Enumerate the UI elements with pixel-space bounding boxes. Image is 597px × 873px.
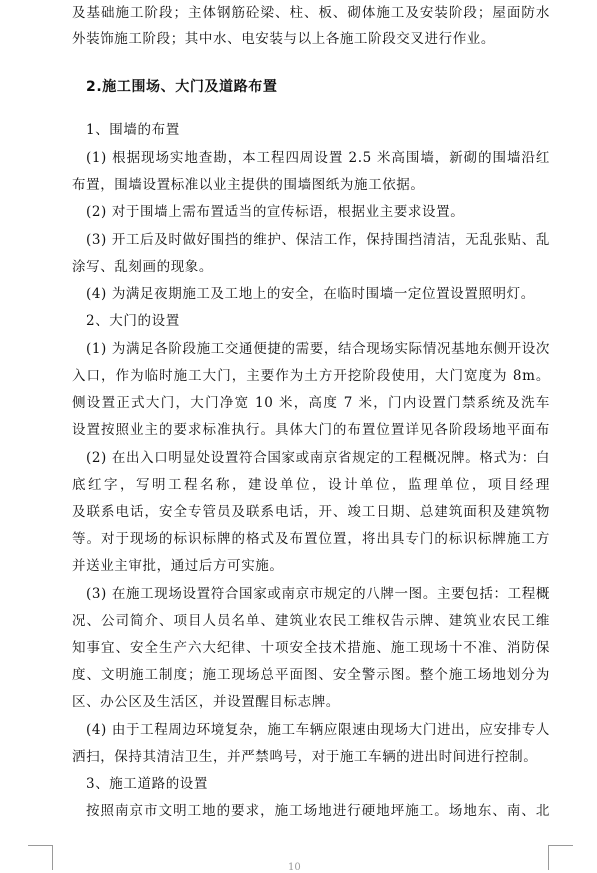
text-line: 并送业主审批，通过后方可实施。 xyxy=(72,558,284,574)
text-line: (2) 在出入口明显处设置符合国家或南京省规定的工程概况牌。格式为：白 xyxy=(86,450,550,466)
text-line: 洒扫，保持其清洁卫生，并严禁鸣号，对于施工车辆的进出时间进行控制。 xyxy=(72,749,538,765)
text-line: 按照南京市文明工地的要求，施工场地进行硬地坪施工。场地东、南、北 xyxy=(86,803,550,819)
text-line: 底红字，写明工程名称，建设单位，设计单位，监理单位，项目经理 xyxy=(72,477,550,493)
page-number: 10 xyxy=(288,862,301,873)
text-line: 侧设置正式大门，大门净宽 10 米，高度 7 米，门内设置门禁系统及洗车 xyxy=(72,395,550,411)
text-line: 布置，围墙设置标准以业主提供的围墙图纸为施工依据。 xyxy=(72,177,425,193)
text-line: 涂写、乱刻画的现象。 xyxy=(72,259,213,275)
text-line: (1) 根据现场实地查勘，本工程四周设置 2.5 米高围墙，新砌的围墙沿红 xyxy=(86,150,550,166)
text-line: 及基础施工阶段；主体钢筋砼梁、柱、板、砌体施工及安装阶段；屋面防水 xyxy=(72,5,550,21)
text-line: (1) 为满足各阶段施工交通便捷的需要，结合现场实际情况基地东侧开设次 xyxy=(86,341,550,357)
subsection-heading: 2、大门的设置 xyxy=(86,313,180,329)
text-line: 知事宜、安全生产六大纪律、十项安全技术措施、施工现场十不准、消防保 xyxy=(72,640,550,656)
section-heading: 2.施工围场、大门及道路布置 xyxy=(86,79,278,95)
margin-corner-mark xyxy=(548,845,573,870)
text-line: 况、公司简介、项目人员名单、建筑业农民工维权告示牌、建筑业农民工维 xyxy=(72,613,550,629)
text-line: (2) 对于围墙上需布置适当的宣传标语，根据业主要求设置。 xyxy=(86,204,465,220)
text-line: (4) 为满足夜期施工及工地上的安全，在临时围墙一定位置设置照明灯。 xyxy=(86,286,535,302)
subsection-heading: 1、围墙的布置 xyxy=(86,122,180,138)
text-line: 度、文明施工制度；施工现场总平面图、安全警示图。整个施工场地划分为 xyxy=(72,667,550,683)
margin-corner-mark xyxy=(28,845,53,870)
text-line: 及联系电话，安全专管员及联系电话，开、竣工日期、总建筑面积及建筑物 xyxy=(72,504,550,520)
text-line: (4) 由于工程周边环境复杂，施工车辆应限速由现场大门进出，应安排专人 xyxy=(86,722,550,738)
text-line: (3) 在施工现场设置符合国家或南京市规定的八牌一图。主要包括：工程概 xyxy=(86,586,550,602)
subsection-heading: 3、施工道路的设置 xyxy=(86,776,208,792)
text-line: (3) 开工后及时做好围挡的维护、保洁工作，保持围挡清洁，无乱张贴、乱 xyxy=(86,232,550,248)
text-line: 外装饰施工阶段；其中水、电安装与以上各施工阶段交叉进行作业。 xyxy=(72,31,495,47)
text-line: 区、办公区及生活区，并设置醒目标志牌。 xyxy=(72,694,340,710)
text-line: 入口，作为临时施工大门，主要作为土方开挖阶段使用，大门宽度为 8m。 xyxy=(72,368,550,384)
text-line: 设置按照业主的要求标准执行。具体大门的布置位置详见各阶段场地平面布 xyxy=(72,422,550,438)
text-line: 等。对于现场的标识标牌的格式及布置位置，将出具专门的标识标牌施工方 xyxy=(72,531,550,547)
